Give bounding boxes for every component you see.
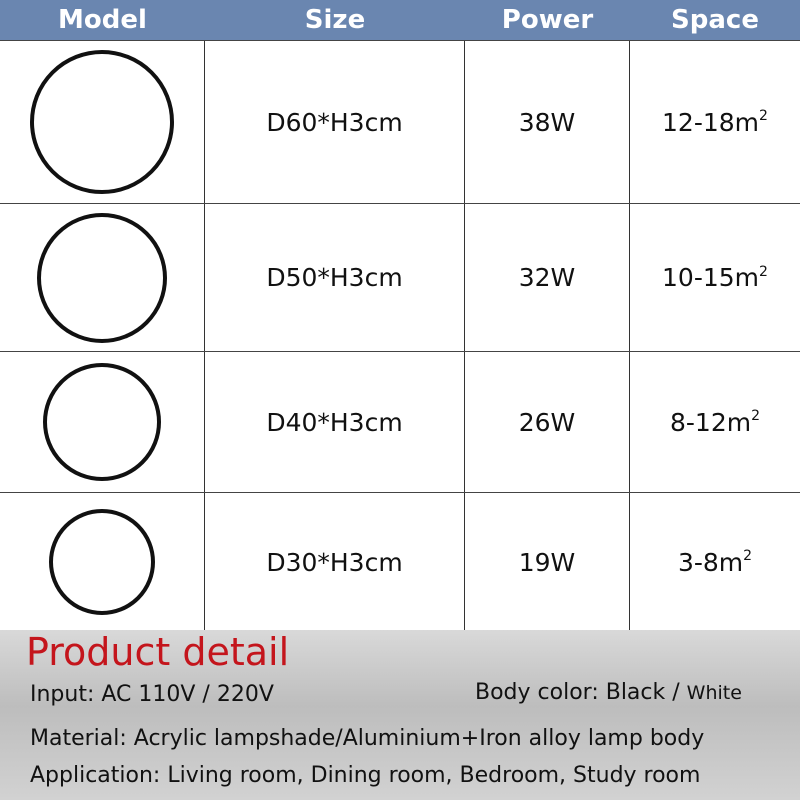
body-color-label: Body color: Black / — [475, 680, 687, 705]
space-unit-sup: 2 — [743, 548, 753, 564]
header-space: Space — [671, 5, 759, 35]
space-value: 8-12m — [669, 407, 752, 437]
body-color-alt: White — [686, 682, 742, 704]
header-power: Power — [501, 5, 594, 35]
ring-lamp-icon — [37, 213, 167, 343]
ring-lamp-icon — [30, 50, 174, 194]
application-spec: Application: Living room, Dining room, Bedroom, Study room — [30, 763, 701, 788]
table-row — [0, 204, 800, 352]
space-value: 10-15m — [662, 263, 760, 292]
power-cell: 32W — [465, 204, 630, 351]
power-cell: 38W — [465, 41, 630, 203]
table-row — [0, 352, 800, 493]
size-cell: D60*H3cm — [205, 41, 465, 203]
product-detail-title: Product detail — [26, 630, 290, 674]
space-cell — [630, 493, 800, 631]
space-unit-sup: 2 — [759, 108, 768, 124]
space-unit-sup: 2 — [751, 408, 760, 424]
space-value: 12-18m — [662, 107, 760, 137]
ring-lamp-icon — [43, 363, 161, 481]
table-row — [0, 493, 800, 631]
space-cell — [630, 204, 800, 351]
model-cell — [0, 204, 205, 351]
space-unit-sup: 2 — [759, 263, 768, 280]
table-header — [0, 0, 800, 40]
space-cell — [630, 352, 800, 492]
size-cell: D50*H3cm — [205, 204, 465, 351]
product-detail-panel — [0, 630, 800, 800]
space-value: 3-8m — [677, 547, 744, 577]
model-cell — [0, 493, 205, 631]
power-cell: 19W — [465, 493, 630, 631]
space-cell — [630, 41, 800, 203]
model-cell — [0, 41, 205, 203]
spec-table — [0, 40, 800, 631]
header-size: Size — [304, 5, 366, 35]
input-spec: Input: AC 110V / 220V — [30, 682, 274, 707]
power-cell: 26W — [465, 352, 630, 492]
size-cell: D40*H3cm — [205, 352, 465, 492]
size-cell: D30*H3cm — [205, 493, 465, 631]
body-color-spec — [475, 680, 742, 705]
model-cell — [0, 352, 205, 492]
ring-lamp-icon — [49, 509, 155, 615]
table-row — [0, 41, 800, 204]
material-spec: Material: Acrylic lampshade/Aluminium+Iron alloy lamp body — [30, 726, 705, 751]
header-model: Model — [58, 5, 147, 35]
